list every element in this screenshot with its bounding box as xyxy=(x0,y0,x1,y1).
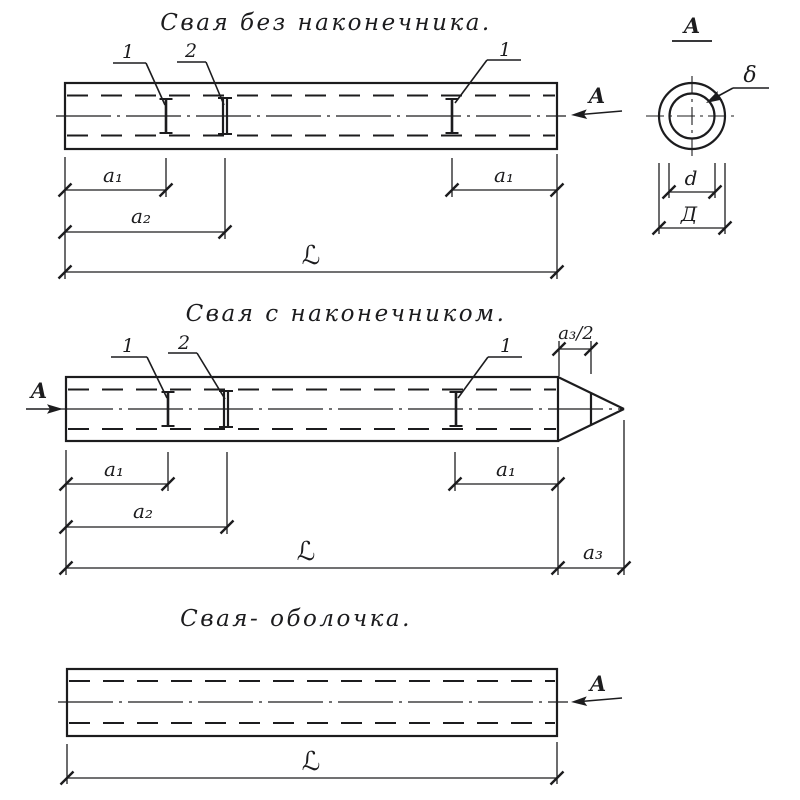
dim-label-length: ℒ xyxy=(296,537,316,567)
pile-shell-view xyxy=(58,606,622,785)
part-label-2: 2 xyxy=(177,332,191,354)
dimensions xyxy=(61,742,564,785)
section-arrow-right xyxy=(571,83,622,120)
dim-label-a1-right: a₁ xyxy=(496,457,516,481)
dim-label-a1-left: a₁ xyxy=(103,163,123,187)
part-label-2: 2 xyxy=(184,40,198,62)
section-arrow-label: А xyxy=(30,378,48,403)
section-arrow-right xyxy=(571,671,622,707)
wall-thickness-leader xyxy=(704,63,769,107)
section-arrow-label: А xyxy=(589,671,607,696)
title-pile-shell: Свая- оболочка. xyxy=(180,606,412,632)
dim-label-a1-left: a₁ xyxy=(104,457,124,481)
dim-a3-half xyxy=(553,323,598,376)
dimensions xyxy=(60,420,631,575)
part-label-1-right: 1 xyxy=(499,335,513,357)
part-label-1-left: 1 xyxy=(121,41,135,63)
section-arrow-label: А xyxy=(588,83,606,108)
dim-label-wall: δ xyxy=(743,63,757,88)
part-label-1-left: 1 xyxy=(121,335,135,357)
pile-without-tip-view xyxy=(56,10,622,279)
section-view-a xyxy=(646,13,769,235)
pile-with-tip-view xyxy=(26,301,631,575)
section-view-title: А xyxy=(683,13,701,38)
dim-label-length: ℒ xyxy=(301,241,321,271)
section-dimensions xyxy=(653,163,732,235)
dim-label-length: ℒ xyxy=(301,747,321,777)
dim-label-outer-diameter: Д xyxy=(680,202,698,226)
title-pile-without-tip: Свая без наконечника. xyxy=(160,10,492,36)
dim-label-a2: a₂ xyxy=(131,204,151,228)
dim-ticks xyxy=(60,478,631,575)
dim-label-inner-diameter: d xyxy=(684,166,698,190)
dim-label-a2: a₂ xyxy=(133,499,153,523)
part-label-1-right: 1 xyxy=(498,39,512,61)
dim-label-a3-half: a₃/2 xyxy=(558,323,594,344)
dim-label-a1-right: a₁ xyxy=(494,163,514,187)
title-pile-with-tip: Свая с наконечником. xyxy=(185,301,507,327)
section-arrow-left xyxy=(26,378,63,414)
dimensions xyxy=(59,154,564,279)
dim-label-a3: a₃ xyxy=(583,540,603,564)
